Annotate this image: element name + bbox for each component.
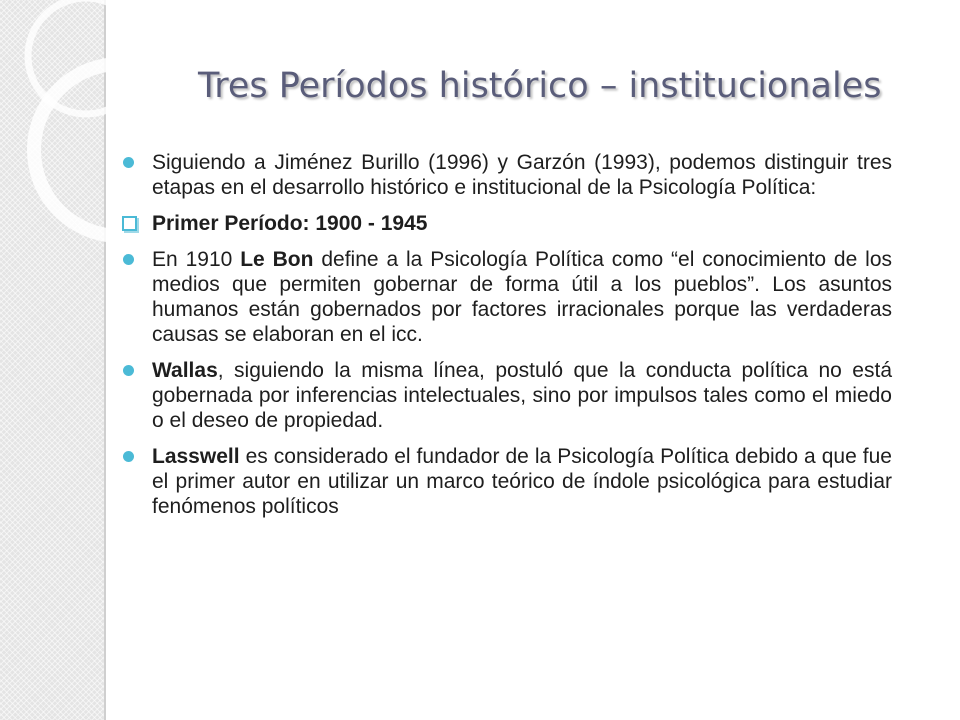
bullet-lasswell xyxy=(120,444,892,519)
bullet-dot-icon xyxy=(123,254,134,265)
bullet-dot-icon xyxy=(123,157,134,168)
bullet-author-name: Le Bon xyxy=(240,248,314,271)
bullet-author-name: Wallas xyxy=(152,359,218,382)
bullet-dot-icon xyxy=(123,365,134,376)
bullet-dot-icon xyxy=(123,451,134,462)
bullet-wallas xyxy=(120,358,892,433)
bullet-text-prefix: En 1910 xyxy=(152,248,241,271)
square-checkbox-bullet-icon xyxy=(122,216,137,231)
section-heading xyxy=(120,211,892,236)
bullet-le-bon xyxy=(120,247,892,347)
bullet-author-name: Lasswell xyxy=(152,445,240,468)
slide-content xyxy=(120,150,892,530)
bullet-text: , siguiendo la misma línea, postuló que la conducta política no está gobernada por inferencias intelectuales, sino por impulsos tales como el miedo o el deseo de propiedad. xyxy=(152,359,892,432)
bullet-text: define a la Psicología Política como “el conocimiento de los medios que permiten gobernar de forma útil a los pueblos”. Los asuntos humanos están gobernados por factores irracionales porque las verdaderas causas se elaboran en el icc. xyxy=(152,248,893,346)
bullet-text: es considerado el fundador de la Psicología Política debido a que fue el primer autor en utilizar un marco teórico de índole psicológica para estudiar fenómenos políticos xyxy=(152,445,892,518)
intro-paragraph xyxy=(120,150,892,200)
decorative-circle-small xyxy=(28,0,144,114)
section-heading-text: Primer Período: 1900 - 1945 xyxy=(152,212,428,235)
intro-text: Siguiendo a Jiménez Burillo (1996) y Garzón (1993), podemos distinguir tres etapas en el desarrollo histórico e institucional de la Psicología Política: xyxy=(152,151,892,199)
slide-title: Tres Períodos histórico – institucionales xyxy=(198,66,882,106)
